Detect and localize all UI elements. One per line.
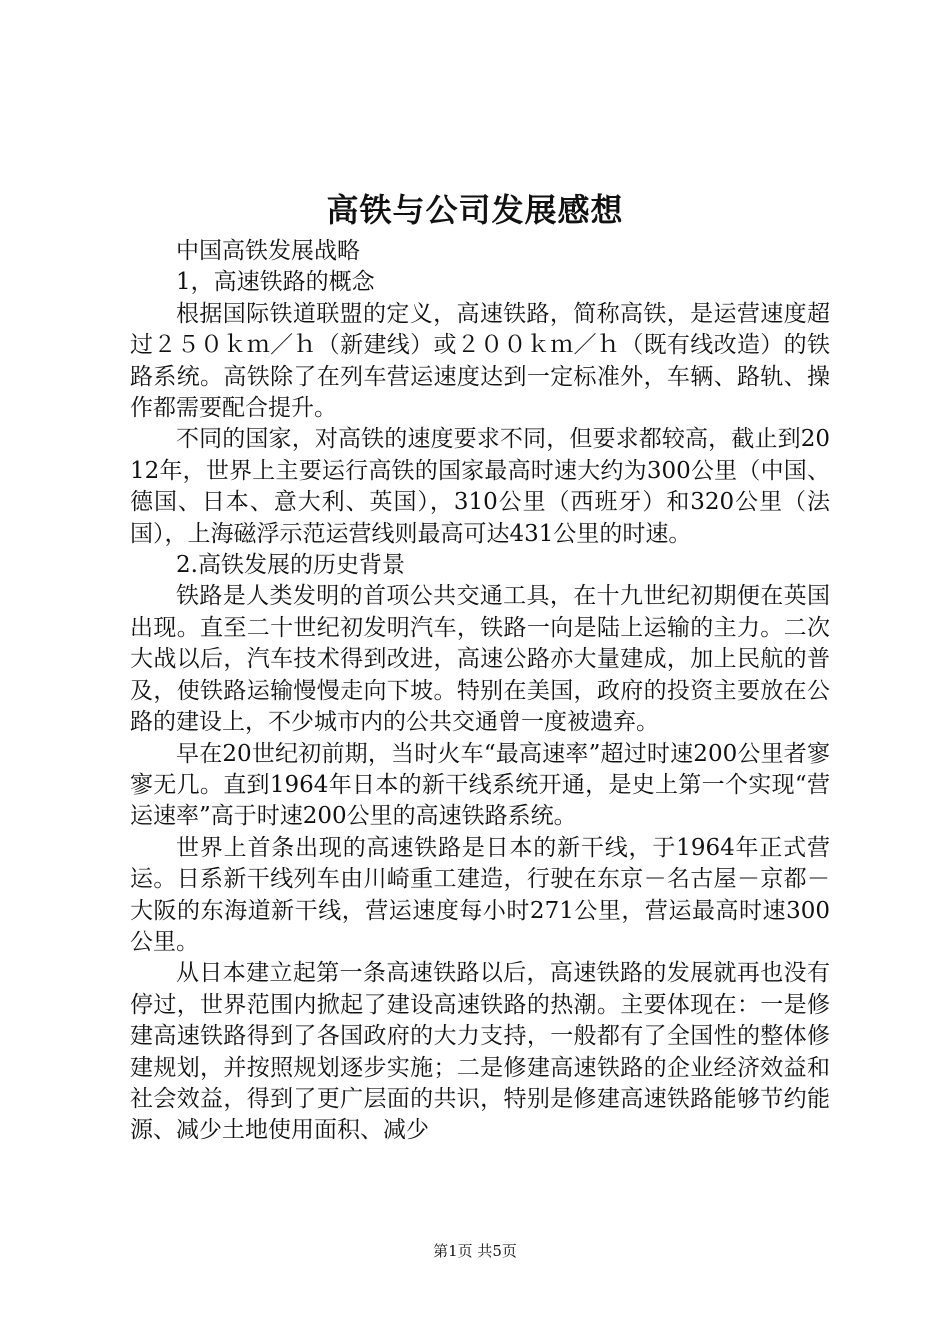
body-paragraph: 世界上首条出现的高速铁路是日本的新干线，于1964年正式营运。日系新干线列车由川崎重工建造，行驶在东京－名古屋－京都－大阪的东海道新干线，营运速度每小时271公里，营运最高时速300公里。 bbox=[130, 834, 830, 955]
subsection-heading: 1，高速铁路的概念 bbox=[176, 269, 375, 296]
body-paragraph: 从日本建立起第一条高速铁路以后，高速铁路的发展就再也没有停过，世界范围内掀起了建设高速铁路的热潮。主要体现在：一是修建高速铁路得到了各国政府的大力支持，一般都有了全国性的整体修建规划，并按照规划逐步实施；二是修建高速铁路的企业经济效益和社会效益，得到了更广层面的共识，特别是修建高速铁路能够节约能源、减少土地使用面积、减少 bbox=[130, 960, 830, 1144]
body-paragraph: 根据国际铁道联盟的定义，高速铁路，简称高铁，是运营速度超过２５０ｋｍ／ｈ（新建线）或２００ｋｍ／ｈ（既有线改造）的铁路系统。高铁除了在列车营运速度达到一定标准外，车辆、路轨、操作都需要配合提升。 bbox=[130, 300, 830, 422]
page-title: 高铁与公司发展感想 bbox=[326, 191, 624, 229]
body-paragraph: 早在20世纪初前期，当时火车“最高速率”超过时速200公里者寥寥无几。直到1964年日本的新干线系统开通，是史上第一个实现“营运速率”高于时速200公里的高速铁路系统。 bbox=[130, 740, 830, 830]
document-body bbox=[130, 236, 830, 1147]
body-paragraph: 不同的国家，对高铁的速度要求不同，但要求都较高，截止到2012年，世界上主要运行高铁的国家最高时速大约为300公里（中国、德国、日本、意大利、英国），310公里（西班牙）和320公里（法国），上海磁浮示范运营线则最高可达431公里的时速。 bbox=[130, 426, 830, 547]
body-paragraph: 铁路是人类发明的首项公共交通工具，在十九世纪初期便在英国出现。直至二十世纪初发明汽车，铁路一向是陆上运输的主力。二次大战以后，汽车技术得到改进，高速公路亦大量建成，加上民航的普及，使铁路运输慢慢走向下坡。特别在美国，政府的投资主要放在公路的建设上，不少城市内的公共交通曾一度被遗弃。 bbox=[130, 583, 830, 736]
page-footer: 第1页 共5页 bbox=[433, 1242, 517, 1260]
section-heading: 中国高铁发展战略 bbox=[176, 238, 360, 264]
subsection-heading: 2.高铁发展的历史背景 bbox=[176, 552, 405, 579]
